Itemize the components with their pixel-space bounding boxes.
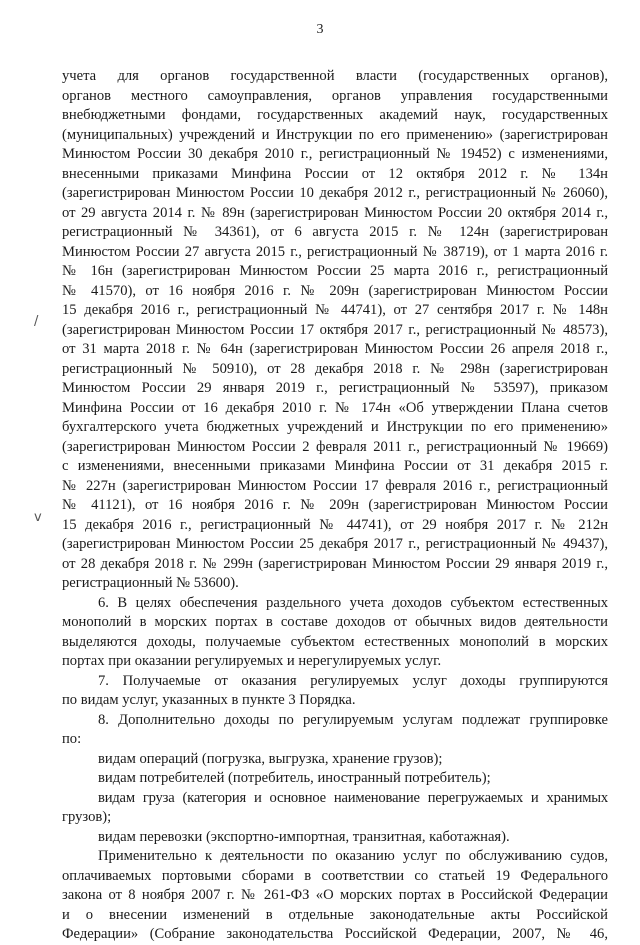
margin-pen-mark: / — [34, 314, 39, 329]
text-line: внебюджетными фондами, государственных академий наук, государственных — [62, 107, 608, 123]
text-line: № 41121), от 16 ноября 2016 г. № 209н (зарегистрирован Минюстом России — [62, 497, 608, 513]
text-line: оплачиваемых портовыми сборами в соответствии со статьей 19 Федерального — [62, 867, 608, 884]
text-line: Минюстом России 30 декабря 2010 г., регистрационный № 19452) с изменениями, — [62, 146, 608, 162]
text-line: по: — [62, 731, 82, 747]
text-line: 15 декабря 2016 г., регистрационный № 44741), от 29 ноября 2017 г. № 212н — [62, 516, 608, 533]
text-line: (зарегистрирован Минюстом России 17 октября 2017 г., регистрационный № 48573), — [62, 321, 608, 338]
text-line: закона от 8 ноября 2007 г. № 261-ФЗ «О морских портах в Российской Федерации — [62, 887, 608, 903]
paragraph-8-line: 8. Дополнительно доходы по регулируемым услугам подлежат группировке — [98, 711, 608, 728]
paragraph-line: Применительно к деятельности по оказанию услуг по обслуживанию судов, — [98, 848, 608, 864]
text-line: (муниципальных) учреждений и Инструкции по его применению» (зарегистрирован — [62, 126, 608, 143]
text-line: регистрационный № 34361), от 6 августа 2015 г. № 124н (зарегистрирован — [62, 224, 608, 240]
text-line: органов местного самоуправления, органов управления государственными — [62, 87, 608, 104]
text-line: № 16н (зарегистрирован Минюстом России 25 марта 2016 г., регистрационный — [62, 263, 608, 279]
text-line: (зарегистрирован Минюстом России 10 декабря 2012 г., регистрационный № 26060), — [62, 185, 608, 201]
text-line: (зарегистрирован Минюстом России 2 февраля 2011 г., регистрационный № 19669) — [62, 438, 608, 455]
text-line: 15 декабря 2016 г., регистрационный № 44741), от 27 сентября 2017 г. № 148н — [62, 302, 608, 318]
list-item: видам потребителей (потребитель, иностранный потребитель); — [98, 770, 491, 786]
text-line: Минфина России от 16 декабря 2010 г. № 174н «Об утверждении Плана счетов — [62, 399, 608, 416]
list-item: видам груза (категория и основное наименование перегружаемых и хранимых — [98, 789, 608, 806]
text-line: внесенными приказами Минфина России от 12 октября 2012 г. № 134н — [62, 165, 608, 182]
text-line: грузов); — [62, 809, 112, 825]
list-item: видам операций (погрузка, выгрузка, хранение грузов); — [98, 750, 443, 767]
text-line: регистрационный № 53600). — [62, 575, 239, 591]
list-item: видам перевозки (экспортно-импортная, транзитная, каботажная). — [98, 828, 510, 845]
text-line: № 227н (зарегистрирован Минюстом России 17 февраля 2016 г., регистрационный — [62, 477, 608, 494]
text-line: портах при оказании регулируемых и нерегулируемых услуг. — [62, 653, 442, 669]
text-line: учета для органов государственной власти (государственных органов), — [62, 68, 608, 84]
text-line: бухгалтерского учета бюджетных учреждений и Инструкции по его применению» — [62, 419, 608, 435]
text-line: от 29 августа 2014 г. № 89н (зарегистрирован Минюстом России 20 октября 2014 г., — [62, 204, 608, 221]
text-line: по видам услуг, указанных в пункте 3 Порядка. — [62, 692, 356, 708]
text-line: (зарегистрирован Минюстом России 25 декабря 2017 г., регистрационный № 49437), — [62, 536, 608, 552]
text-line: Минюстом России 27 августа 2015 г., регистрационный № 38719), от 1 марта 2016 г. — [62, 243, 608, 260]
text-line: и о внесении изменений в отдельные законодательные акты Российской — [62, 906, 608, 923]
paragraph-6-line: 6. В целях обеспечения раздельного учета доходов субъектом естественных — [98, 594, 608, 611]
document-body — [62, 67, 608, 945]
text-line: Федерации» (Собрание законодательства Российской Федерации, 2007, № 46, — [62, 926, 608, 942]
text-line: № 41570), от 16 ноября 2016 г. № 209н (зарегистрирован Минюстом России — [62, 282, 608, 299]
text-line: монополий в морских портах в составе доходов от обычных видов деятельности — [62, 614, 608, 630]
text-line: Минюстом России 29 января 2019 г., регистрационный № 53597), приказом — [62, 380, 608, 396]
page-number: 3 — [316, 22, 324, 37]
text-line: от 31 марта 2018 г. № 64н (зарегистрирован Минюстом России 26 апреля 2018 г., — [62, 341, 608, 357]
text-line: с изменениями, внесенными приказами Минфина России от 31 декабря 2015 г. — [62, 458, 608, 474]
margin-pen-mark: v — [34, 510, 42, 525]
text-line: от 28 декабря 2018 г. № 299н (зарегистрирован Минюстом России 29 января 2019 г., — [62, 555, 608, 572]
paragraph-7-line: 7. Получаемые от оказания регулируемых услуг доходы группируются — [98, 672, 608, 689]
text-line: выделяются доходы, получаемые субъектом естественных монополий в морских — [62, 633, 608, 650]
text-line: регистрационный № 50910), от 28 декабря 2018 г. № 298н (зарегистрирован — [62, 360, 608, 377]
